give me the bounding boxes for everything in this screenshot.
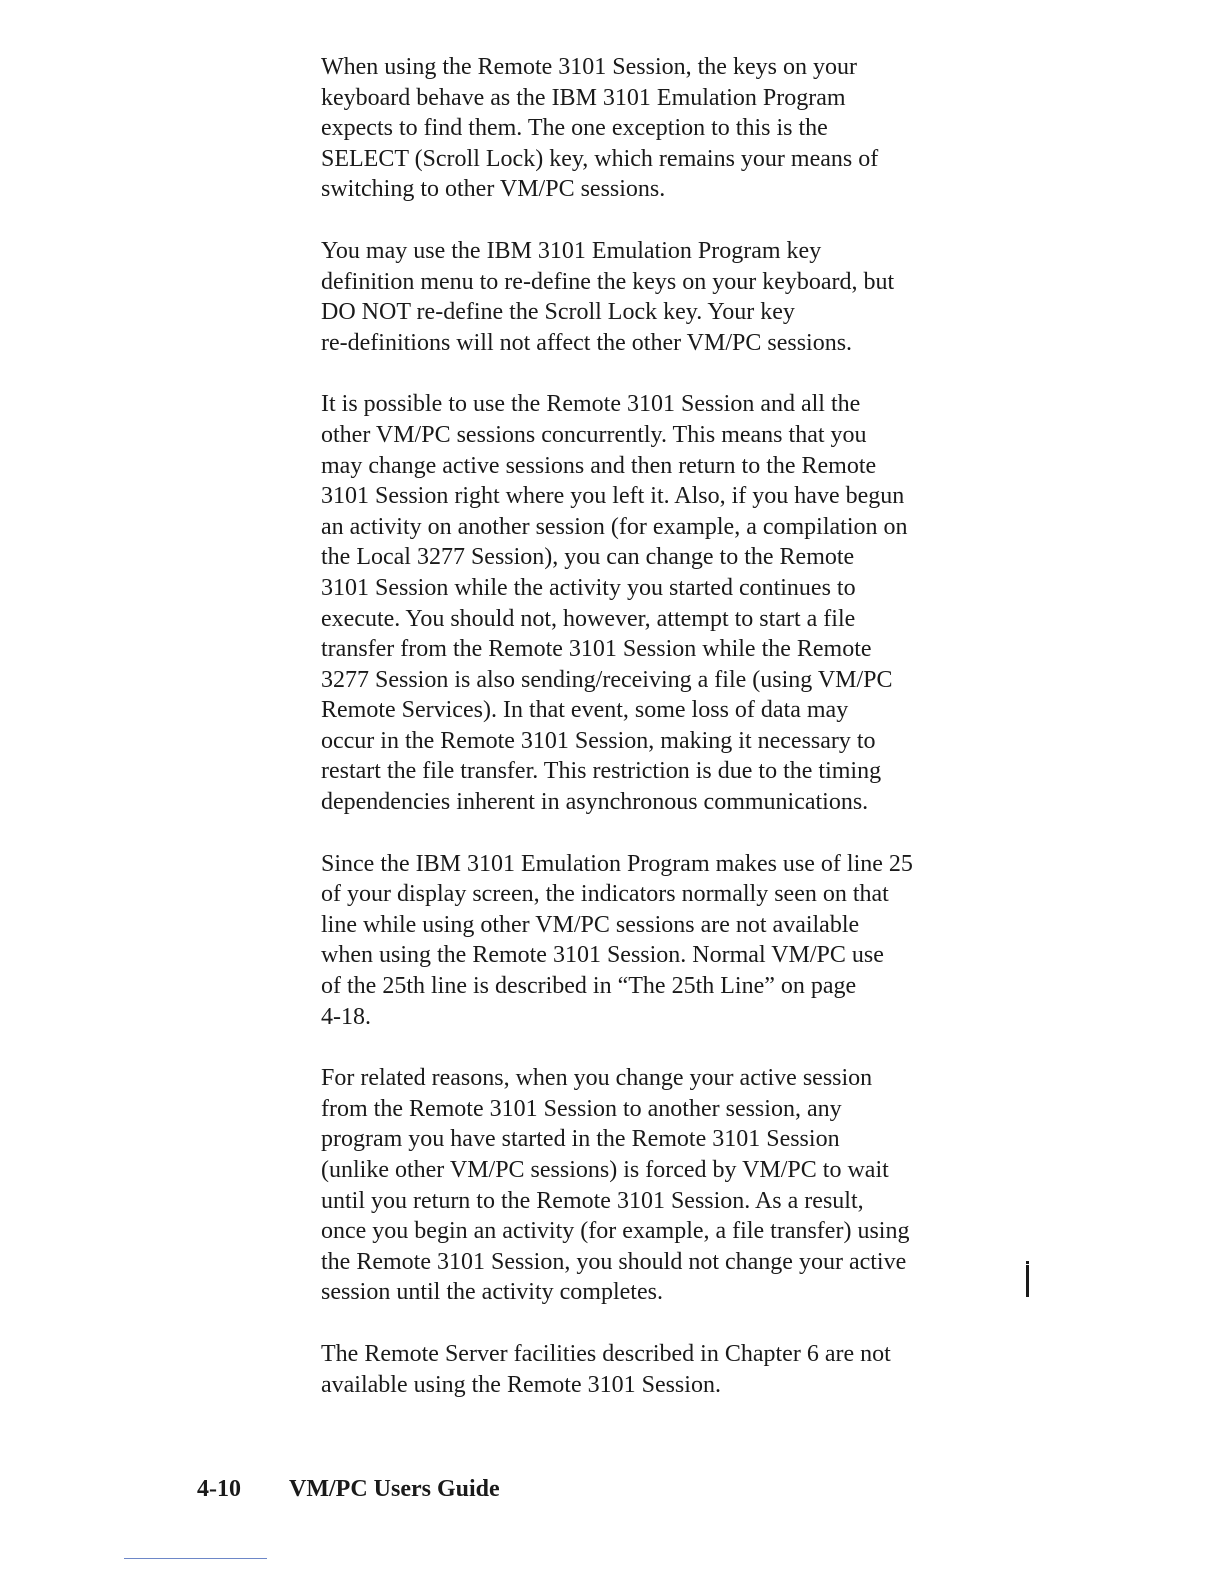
text-line: expects to find them. The one exception to this is the (321, 115, 828, 142)
text-line: (unlike other VM/PC sessions) is forced by VM/PC to wait (321, 1157, 889, 1183)
text-line: once you begin an activity (for example, a file transfer) using (321, 1218, 910, 1245)
text-line: may change active sessions and then return to the Remote (321, 452, 877, 479)
scan-edge-rule (124, 1558, 267, 1559)
page-footer (197, 1476, 500, 1503)
text-line: program you have started in the Remote 3101 Session (321, 1126, 840, 1153)
text-line: When using the Remote 3101 Session, the keys on your (321, 54, 857, 80)
text-line: SELECT (Scroll Lock) key, which remains your means of (321, 145, 879, 172)
text-line: transfer from the Remote 3101 Session while the Remote (321, 636, 872, 663)
text-line: until you return to the Remote 3101 Session. As a result, (321, 1187, 864, 1214)
text-line: the Local 3277 Session), you can change to the Remote (321, 544, 855, 571)
paragraph-key-behavior (321, 52, 1021, 205)
text-line: occur in the Remote 3101 Session, making it necessary to (321, 727, 876, 754)
text-line: For related reasons, when you change your active session (321, 1065, 873, 1092)
page-number: 4-10 (197, 1476, 241, 1502)
text-line: 4-18. (321, 1003, 371, 1030)
text-line: switching to other VM/PC sessions. (321, 176, 666, 203)
paragraph-key-redefinition (321, 236, 1021, 358)
text-line: other VM/PC sessions concurrently. This means that you (321, 421, 867, 448)
text-line: session until the activity completes. (321, 1279, 663, 1306)
text-line: dependencies inherent in asynchronous communications. (321, 789, 869, 816)
text-line: from the Remote 3101 Session to another session, any (321, 1095, 842, 1122)
text-line: of the 25th line is described in “The 25th Line” on page (321, 973, 857, 1000)
text-line: Remote Services). In that event, some loss of data may (321, 697, 849, 724)
text-line: DO NOT re-define the Scroll Lock key. Your key (321, 299, 795, 326)
text-line: line while using other VM/PC sessions are not available (321, 911, 860, 938)
text-line: restart the file transfer. This restriction is due to the timing (321, 758, 882, 785)
body-text (321, 52, 1021, 1431)
text-line: keyboard behave as the IBM 3101 Emulation Program (321, 84, 846, 111)
text-line: 3101 Session right where you left it. Also, if you have begun (321, 483, 905, 510)
text-line: of your display screen, the indicators normally seen on that (321, 881, 889, 908)
text-line: The Remote Server facilities described in Chapter 6 are not (321, 1340, 891, 1367)
text-line: You may use the IBM 3101 Emulation Program key (321, 237, 822, 264)
book-title: VM/PC Users Guide (289, 1476, 500, 1502)
text-line: 3277 Session is also sending/receiving a file (using VM/PC (321, 666, 893, 693)
text-line: the Remote 3101 Session, you should not change your active (321, 1248, 907, 1275)
revision-mark-dot (1026, 1261, 1029, 1264)
text-line: execute. You should not, however, attempt to start a file (321, 605, 856, 632)
text-line: It is possible to use the Remote 3101 Session and all the (321, 391, 861, 418)
paragraph-concurrent-sessions (321, 389, 1021, 817)
text-line: when using the Remote 3101 Session. Normal VM/PC use (321, 942, 884, 969)
text-line: definition menu to re-define the keys on your keyboard, but (321, 268, 895, 295)
text-line: an activity on another session (for example, a compilation on (321, 513, 908, 540)
paragraph-line-25 (321, 849, 1021, 1033)
text-line: available using the Remote 3101 Session. (321, 1371, 721, 1398)
revision-change-bar (1026, 1265, 1029, 1297)
paragraph-remote-server (321, 1339, 1021, 1400)
text-line: Since the IBM 3101 Emulation Program makes use of line 25 (321, 850, 913, 877)
paragraph-session-wait (321, 1063, 1021, 1308)
text-line: 3101 Session while the activity you started continues to (321, 574, 856, 601)
text-line: re-definitions will not affect the other VM/PC sessions. (321, 329, 853, 356)
